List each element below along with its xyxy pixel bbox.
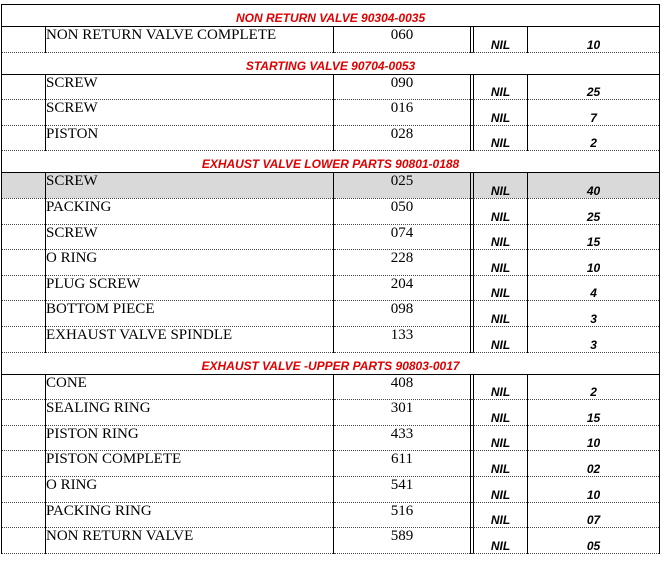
stock-cell[interactable]: NIL: [474, 198, 528, 224]
stock-cell[interactable]: NIL: [474, 374, 528, 400]
quantity-cell[interactable]: 4: [528, 275, 660, 301]
section-title[interactable]: EXHAUST VALVE -UPPER PARTS 90803-0017: [2, 352, 660, 374]
table-row[interactable]: [2, 425, 660, 451]
stock-cell[interactable]: NIL: [474, 400, 528, 426]
quantity-cell[interactable]: 25: [528, 198, 660, 224]
quantity-cell[interactable]: 3: [528, 326, 660, 352]
row-index-cell[interactable]: [2, 173, 46, 199]
section-header-row[interactable]: [2, 52, 660, 74]
part-code-cell[interactable]: 408: [334, 374, 471, 400]
row-index-cell[interactable]: [2, 275, 46, 301]
table-row[interactable]: [2, 528, 660, 554]
part-code-cell[interactable]: 025: [334, 173, 471, 199]
quantity-cell[interactable]: 2: [528, 125, 660, 151]
row-index-cell[interactable]: [2, 198, 46, 224]
parts-table-body: [2, 5, 660, 554]
row-index-cell[interactable]: [2, 74, 46, 100]
part-code-cell[interactable]: 204: [334, 275, 471, 301]
description-cell[interactable]: SCREW: [46, 74, 334, 100]
table-row[interactable]: [2, 250, 660, 276]
section-header-row[interactable]: [2, 5, 660, 27]
quantity-cell[interactable]: 2: [528, 374, 660, 400]
description-cell[interactable]: O RING: [46, 250, 334, 276]
stock-cell[interactable]: NIL: [474, 326, 528, 352]
section-title[interactable]: STARTING VALVE 90704-0053: [2, 52, 660, 74]
section-title[interactable]: NON RETURN VALVE 90304-0035: [2, 5, 660, 27]
part-code-cell[interactable]: 541: [334, 476, 471, 502]
row-index-cell[interactable]: [2, 301, 46, 327]
row-index-cell[interactable]: [2, 528, 46, 554]
description-cell[interactable]: NON RETURN VALVE COMPLETE: [46, 27, 334, 53]
quantity-cell[interactable]: 10: [528, 27, 660, 53]
table-row[interactable]: [2, 502, 660, 528]
part-code-cell[interactable]: 028: [334, 125, 471, 151]
quantity-cell[interactable]: 07: [528, 502, 660, 528]
stock-cell[interactable]: NIL: [474, 275, 528, 301]
quantity-cell[interactable]: 10: [528, 250, 660, 276]
row-index-cell[interactable]: [2, 400, 46, 426]
row-index-cell[interactable]: [2, 425, 46, 451]
description-cell[interactable]: NON RETURN VALVE: [46, 528, 334, 554]
quantity-cell[interactable]: 15: [528, 400, 660, 426]
quantity-cell[interactable]: 02: [528, 451, 660, 477]
part-code-cell[interactable]: 090: [334, 74, 471, 100]
part-code-cell[interactable]: 098: [334, 301, 471, 327]
stock-cell[interactable]: NIL: [474, 301, 528, 327]
stock-cell[interactable]: NIL: [474, 74, 528, 100]
table-row[interactable]: [2, 173, 660, 199]
table-row[interactable]: [2, 125, 660, 151]
description-cell[interactable]: BOTTOM PIECE: [46, 301, 334, 327]
description-cell[interactable]: PISTON COMPLETE: [46, 451, 334, 477]
table-row[interactable]: [2, 275, 660, 301]
description-cell[interactable]: SCREW: [46, 224, 334, 250]
stock-cell[interactable]: NIL: [474, 502, 528, 528]
stock-cell[interactable]: NIL: [474, 224, 528, 250]
part-code-cell[interactable]: 133: [334, 326, 471, 352]
stock-cell[interactable]: NIL: [474, 425, 528, 451]
table-row[interactable]: [2, 100, 660, 126]
quantity-cell[interactable]: 40: [528, 173, 660, 199]
quantity-cell[interactable]: 3: [528, 301, 660, 327]
description-cell[interactable]: SCREW: [46, 173, 334, 199]
part-code-cell[interactable]: 516: [334, 502, 471, 528]
quantity-cell[interactable]: 25: [528, 74, 660, 100]
description-cell[interactable]: SCREW: [46, 100, 334, 126]
row-index-cell[interactable]: [2, 374, 46, 400]
row-index-cell[interactable]: [2, 326, 46, 352]
part-code-cell[interactable]: 301: [334, 400, 471, 426]
description-cell[interactable]: PACKING: [46, 198, 334, 224]
section-title[interactable]: EXHAUST VALVE LOWER PARTS 90801-0188: [2, 151, 660, 173]
table-row[interactable]: [2, 374, 660, 400]
quantity-cell[interactable]: 10: [528, 476, 660, 502]
table-row[interactable]: [2, 27, 660, 53]
row-index-cell[interactable]: [2, 125, 46, 151]
stock-cell[interactable]: NIL: [474, 173, 528, 199]
quantity-cell[interactable]: 7: [528, 100, 660, 126]
description-cell[interactable]: CONE: [46, 374, 334, 400]
table-row[interactable]: [2, 224, 660, 250]
quantity-cell[interactable]: 10: [528, 425, 660, 451]
row-index-cell[interactable]: [2, 100, 46, 126]
description-cell[interactable]: EXHAUST VALVE SPINDLE: [46, 326, 334, 352]
part-code-cell[interactable]: 589: [334, 528, 471, 554]
stock-cell[interactable]: NIL: [474, 27, 528, 53]
stock-cell[interactable]: NIL: [474, 528, 528, 554]
table-row[interactable]: [2, 451, 660, 477]
part-code-cell[interactable]: 433: [334, 425, 471, 451]
table-row[interactable]: [2, 476, 660, 502]
part-code-cell[interactable]: 016: [334, 100, 471, 126]
table-row[interactable]: [2, 400, 660, 426]
stock-cell[interactable]: NIL: [474, 451, 528, 477]
part-code-cell[interactable]: 050: [334, 198, 471, 224]
part-code-cell[interactable]: 060: [334, 27, 471, 53]
quantity-cell[interactable]: 05: [528, 528, 660, 554]
table-row[interactable]: [2, 74, 660, 100]
stock-cell[interactable]: NIL: [474, 100, 528, 126]
description-cell[interactable]: SEALING RING: [46, 400, 334, 426]
description-cell[interactable]: O RING: [46, 476, 334, 502]
description-cell[interactable]: PLUG SCREW: [46, 275, 334, 301]
description-cell[interactable]: PISTON: [46, 125, 334, 151]
quantity-cell[interactable]: 15: [528, 224, 660, 250]
section-header-row[interactable]: [2, 151, 660, 173]
part-code-cell[interactable]: 228: [334, 250, 471, 276]
part-code-cell[interactable]: 611: [334, 451, 471, 477]
row-index-cell[interactable]: [2, 250, 46, 276]
section-header-row[interactable]: [2, 352, 660, 374]
stock-cell[interactable]: NIL: [474, 250, 528, 276]
stock-cell[interactable]: NIL: [474, 476, 528, 502]
row-index-cell[interactable]: [2, 502, 46, 528]
stock-cell[interactable]: NIL: [474, 125, 528, 151]
table-row[interactable]: [2, 198, 660, 224]
row-index-cell[interactable]: [2, 451, 46, 477]
parts-table: [1, 4, 660, 554]
row-index-cell[interactable]: [2, 224, 46, 250]
row-index-cell[interactable]: [2, 476, 46, 502]
part-code-cell[interactable]: 074: [334, 224, 471, 250]
description-cell[interactable]: PACKING RING: [46, 502, 334, 528]
table-row[interactable]: [2, 326, 660, 352]
table-row[interactable]: [2, 301, 660, 327]
description-cell[interactable]: PISTON RING: [46, 425, 334, 451]
row-index-cell[interactable]: [2, 27, 46, 53]
